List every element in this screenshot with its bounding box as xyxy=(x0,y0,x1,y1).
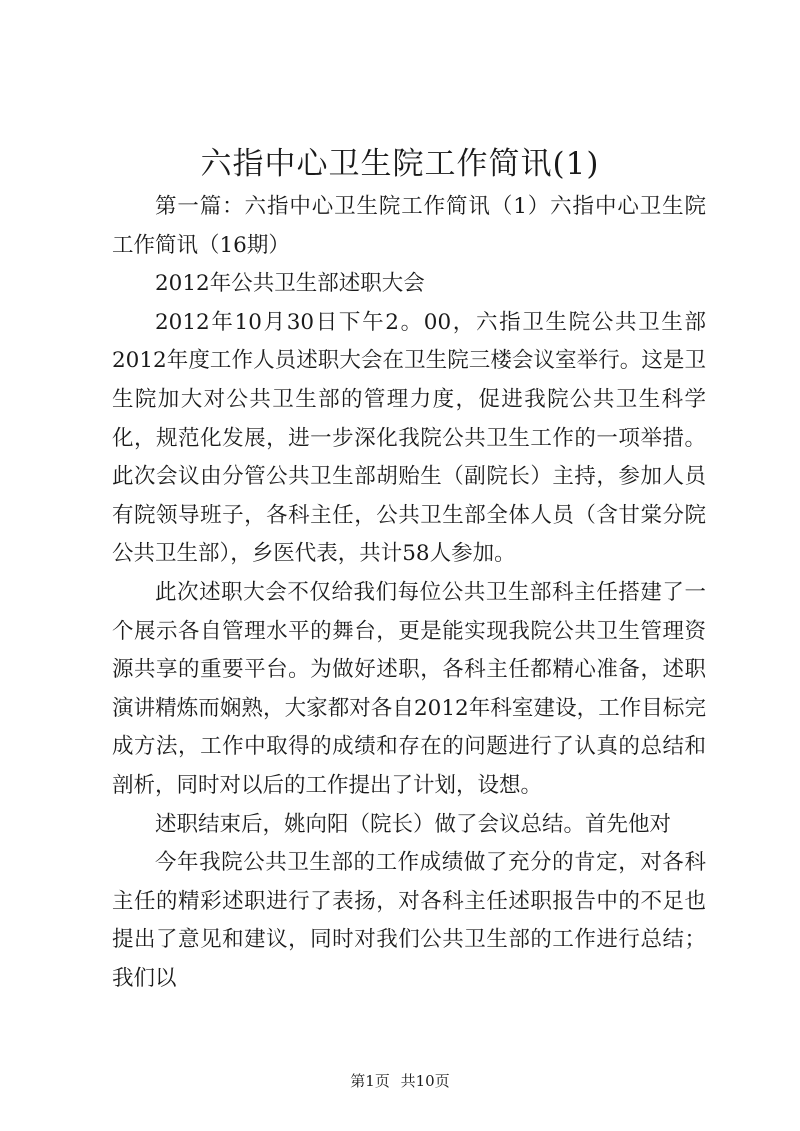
paragraph-meeting: 2012年10月30日下午2。00，六指卫生院公共卫生部2012年度工作人员述职大会在卫生院三楼会议室举行。这是卫生院加大对公共卫生部的管理力度，促进我院公共卫生科学化，规范化发展，进一步深化我院公共卫生工作的一项举措。此次会议由分管公共卫生部胡贻生（副院长）主持，参加人员有院领导班子，各科主任，公共卫生部全体人员（含甘棠分院公共卫生部），乡医代表，共计58人参加。 xyxy=(112,309,706,567)
document-title: 六指中心卫生院工作简讯(1) xyxy=(200,146,600,182)
page-footer xyxy=(0,1070,800,1091)
paragraph-intro: 第一篇：六指中心卫生院工作简讯（1）六指中心卫生院工作简讯（16期） xyxy=(112,194,706,258)
paragraph-heading: 2012年公共卫生部述职大会 xyxy=(155,271,425,297)
paragraph-platform: 此次述职大会不仅给我们每位公共卫生部科主任搭建了一个展示各自管理水平的舞台，更是能实现我院公共卫生管理资源共享的重要平台。为做好述职，各科主任都精心准备，述职演讲精炼而娴熟，大家都对各自2012年科室建设，工作目标完成方法，工作中取得的成绩和存在的问题进行了认真的总结和剖析，同时对以后的工作提出了计划，设想。 xyxy=(112,579,706,798)
page-number: 第1页 xyxy=(350,1072,390,1090)
document-body xyxy=(112,188,706,998)
page-total: 共10页 xyxy=(400,1072,450,1090)
paragraph-summary-cont: 今年我院公共卫生部的工作成绩做了充分的肯定，对各科主任的精彩述职进行了表扬，对各科主任述职报告中的不足也提出了意见和建议，同时对我们公共卫生部的工作进行总结；我们以 xyxy=(112,850,706,991)
paragraph-summary-start: 述职结束后，姚向阳（院长）做了会议总结。首先他对 xyxy=(155,811,672,837)
